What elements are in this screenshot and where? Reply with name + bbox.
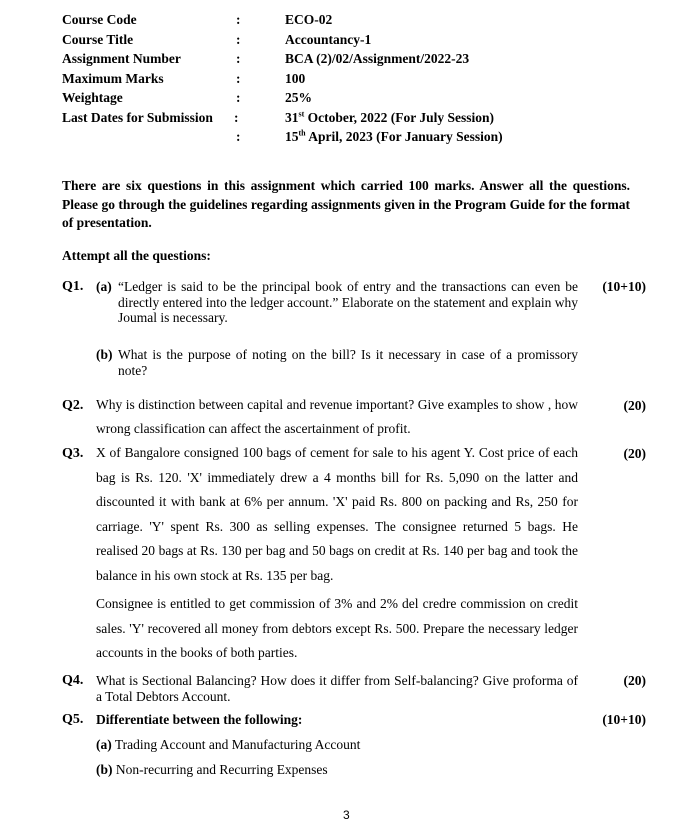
value-date-january: 15th April, 2023 (For January Session) bbox=[285, 128, 503, 144]
value-maximum-marks: 100 bbox=[285, 70, 306, 86]
value-weightage: 25% bbox=[285, 90, 312, 105]
colon: : bbox=[236, 129, 241, 144]
label-last-dates: Last Dates for Submission bbox=[62, 109, 213, 125]
question-text: “Ledger is said to be the principal book of entry and the transactions can even be directly entered into the ledger account.” Elaborate on the statement and explain why Joumal is necessary. bbox=[118, 279, 578, 325]
question-number: Q2. bbox=[62, 398, 84, 413]
value-assignment-number: BCA (2)/02/Assignment/2022-23 bbox=[285, 51, 470, 66]
marks-label: (20) bbox=[623, 398, 646, 413]
subpart-label: (b) bbox=[96, 347, 113, 362]
question-text: Why is distinction between capital and revenue important? Give examples to show , how wrong classification can affect the ascertainment of profit. bbox=[96, 397, 578, 436]
marks-label: (10+10) bbox=[602, 712, 646, 727]
colon: : bbox=[236, 90, 241, 105]
question-text: What is Sectional Balancing? How does it differ from Self-balancing? Give proforma of a Total Debtors Account. bbox=[96, 673, 578, 704]
page-number: 3 bbox=[343, 808, 350, 822]
question-number: Q4. bbox=[62, 673, 84, 688]
question-number: Q5. bbox=[62, 712, 84, 727]
label-course-code: Course Code bbox=[62, 12, 137, 27]
colon: : bbox=[236, 31, 241, 47]
colon: : bbox=[234, 109, 239, 125]
marks-label: (20) bbox=[623, 446, 646, 461]
subpart-item: (b) Non-recurring and Recurring Expenses bbox=[96, 762, 328, 777]
value-date-july: 31st October, 2022 (For July Session) bbox=[285, 109, 495, 125]
label-assignment-number: Assignment Number bbox=[62, 51, 181, 66]
label-course-title: Course Title bbox=[62, 31, 134, 47]
marks-label: (10+10) bbox=[602, 279, 646, 294]
colon: : bbox=[236, 51, 241, 66]
question-number: Q3. bbox=[62, 446, 84, 461]
value-course-title: Accountancy-1 bbox=[285, 31, 372, 47]
colon: : bbox=[236, 70, 241, 86]
question-text: Consignee is entitled to get commission of 3% and 2% del credre commission on credit sales. 'Y' recovered all money from debtors except Rs. 500. Prepare the necessary ledger accounts in the books of both parties. bbox=[96, 596, 578, 660]
question-number: Q1. bbox=[62, 279, 84, 294]
value-course-code: ECO-02 bbox=[285, 12, 333, 27]
label-weightage: Weightage bbox=[62, 90, 123, 105]
subpart-label: (a) bbox=[96, 279, 112, 294]
attempt-heading: Attempt all the questions: bbox=[62, 248, 211, 263]
question-title: Differentiate between the following: bbox=[96, 712, 303, 727]
colon: : bbox=[236, 12, 241, 27]
question-text: X of Bangalore consigned 100 bags of cement for sale to his agent Y. Cost price of each bag is Rs. 120. 'X' immediately drew a 4 months bill for Rs. 5,090 on the latter and discounted it with bank at 6% per annum. 'X' paid Rs. 800 on packing and Rs, 250 for carriage. 'Y' spent Rs. 300 as selling expenses. The consignee returned 5 bags. He realised 20 bags at Rs. 130 per bag and 50 bags on credit at Rs. 140 per bag and took the balance in his own stock at Rs. 135 per bag. bbox=[96, 445, 578, 583]
question-text: What is the purpose of noting on the bill? Is it necessary in case of a promissory note? bbox=[118, 347, 578, 378]
label-maximum-marks: Maximum Marks bbox=[62, 70, 164, 86]
intro-paragraph: There are six questions in this assignment which carried 100 marks. Answer all the questions. Please go through the guidelines regarding assignments given in the Program Guide for the format of presentation. bbox=[62, 178, 630, 230]
subpart-item: (a) Trading Account and Manufacturing Account bbox=[96, 737, 361, 752]
marks-label: (20) bbox=[623, 673, 646, 688]
